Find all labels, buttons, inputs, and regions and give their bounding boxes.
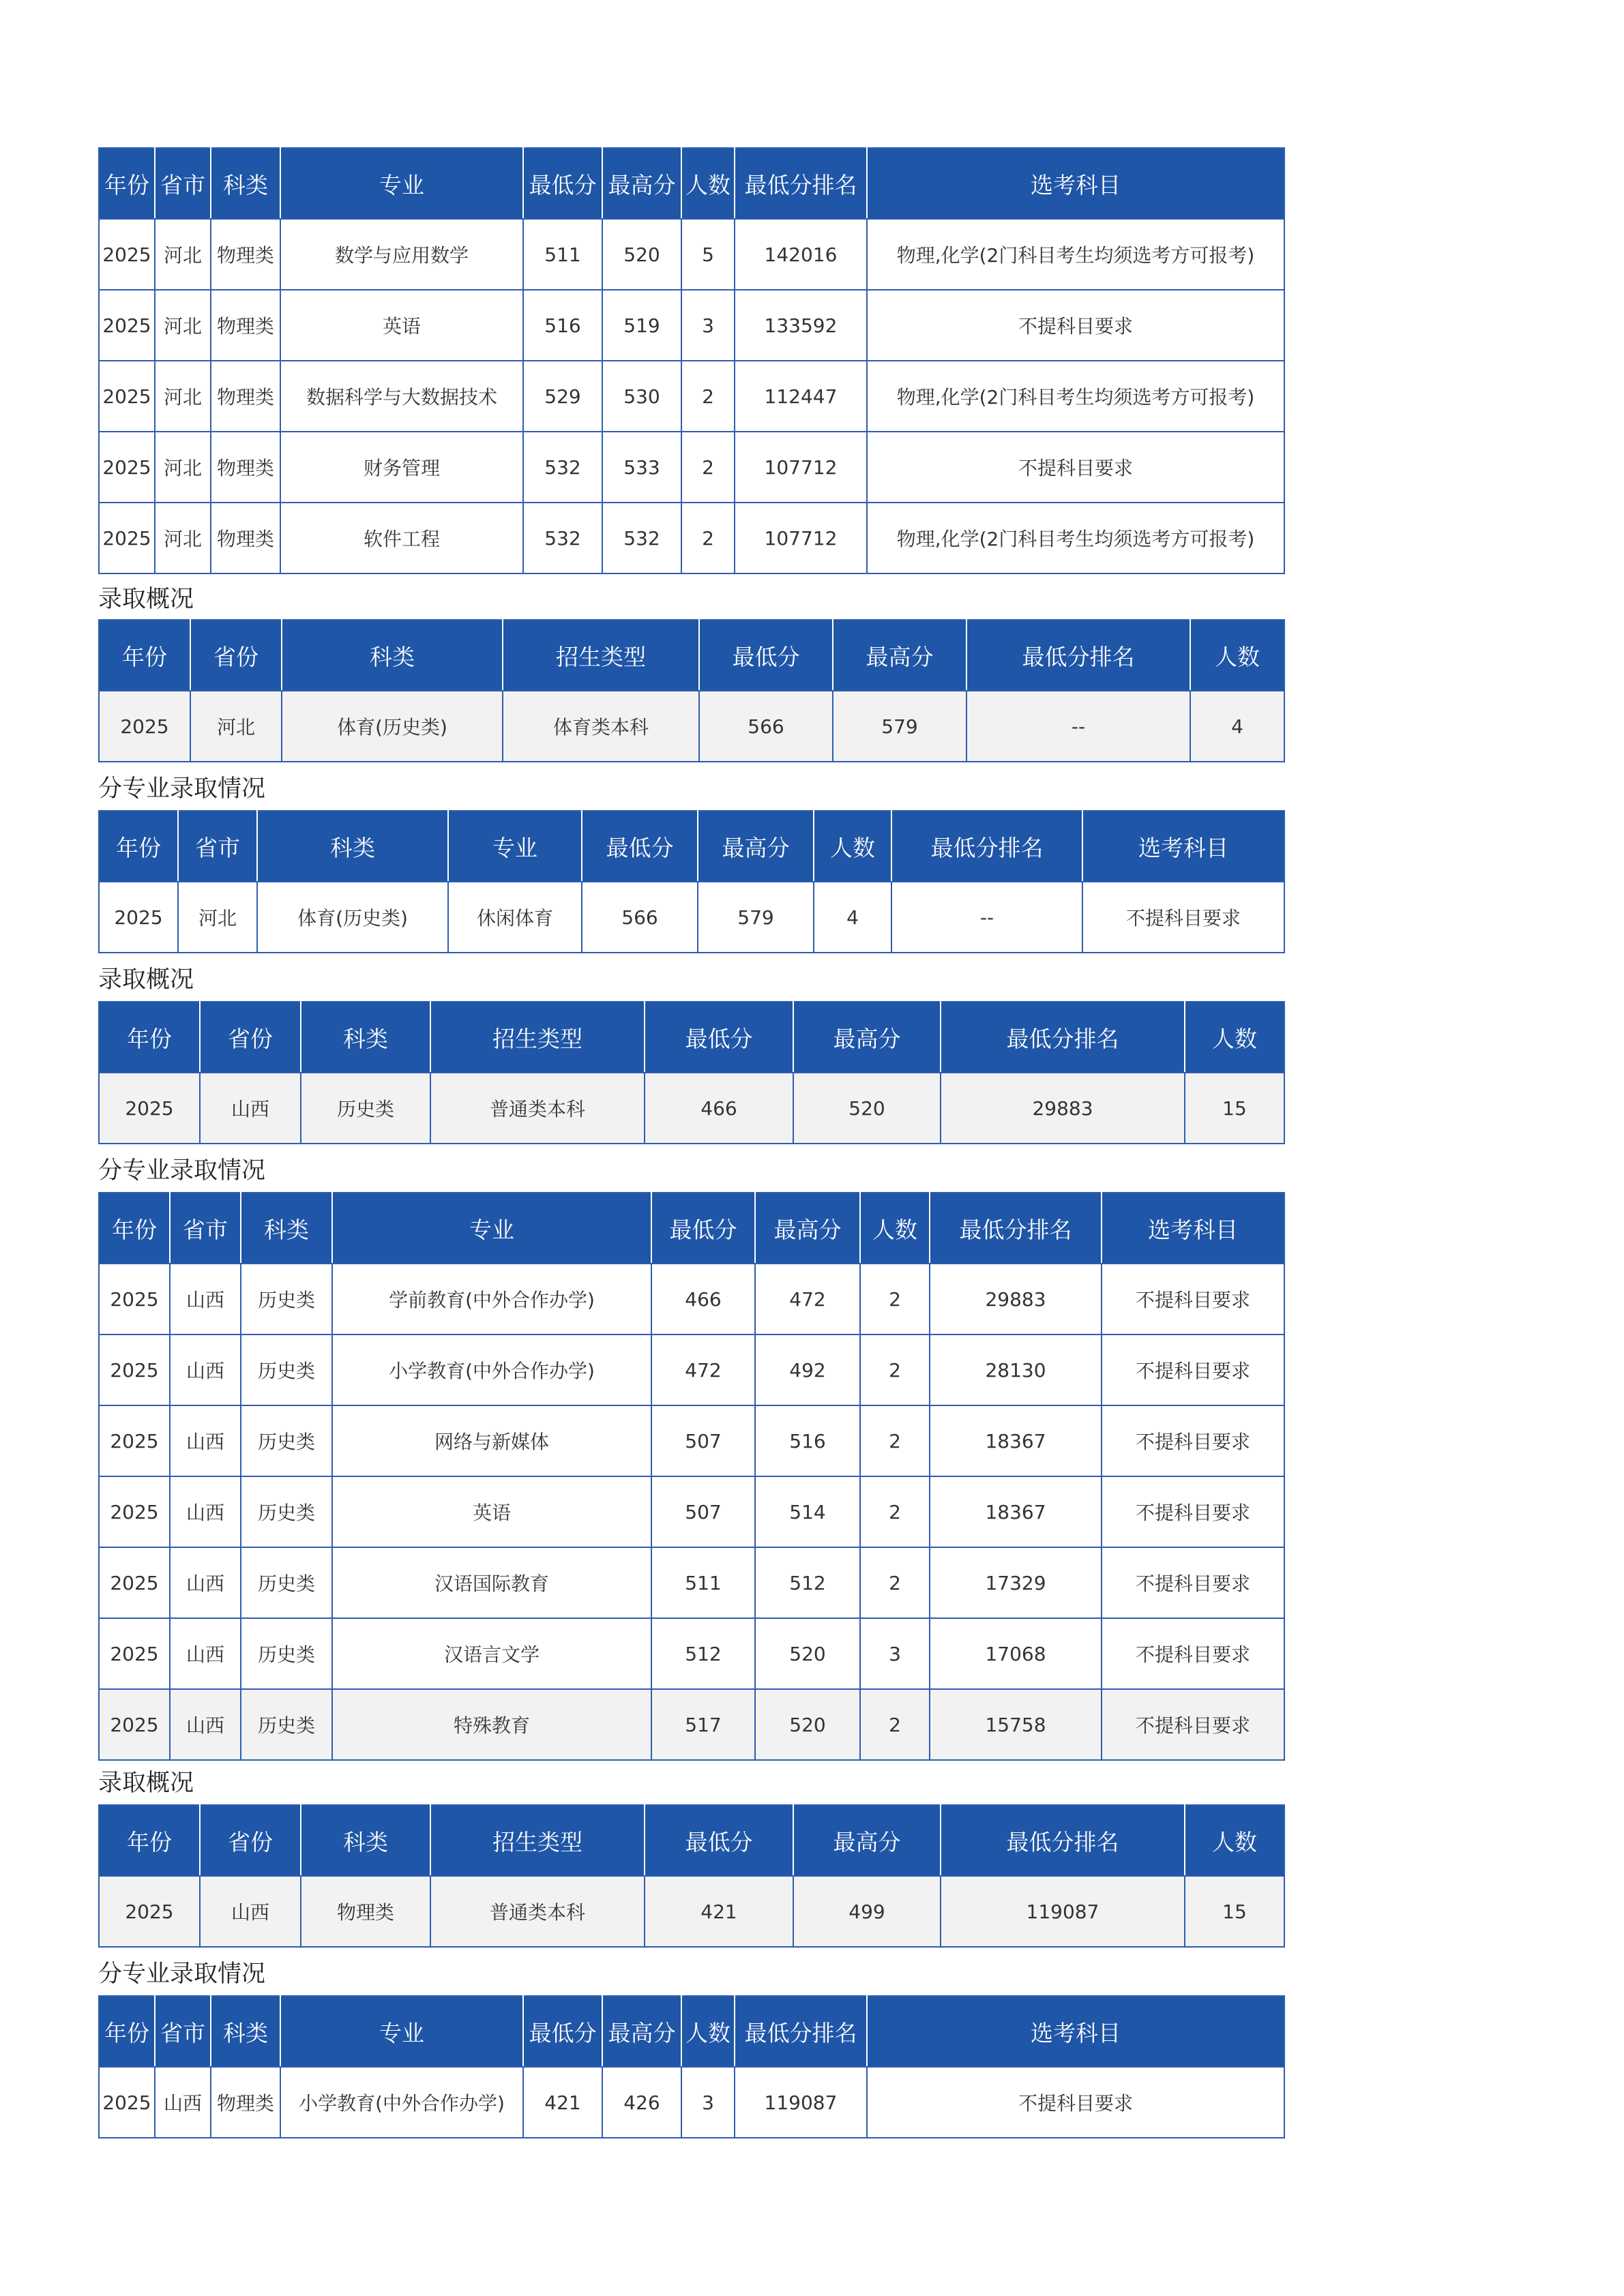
table-cell: 15758: [930, 1689, 1102, 1760]
table-row: [99, 290, 1284, 361]
table-cell: 河北: [155, 432, 211, 503]
table-cell: 529: [523, 361, 602, 432]
table-cell: 426: [602, 2067, 681, 2138]
admission-overview-table-hebei-sports: [98, 619, 1284, 762]
header-cell: 省市: [155, 148, 211, 219]
table-cell: 历史类: [241, 1264, 332, 1335]
table-cell: 英语: [280, 290, 523, 361]
table-cell: 2025: [99, 1405, 170, 1476]
table-cell: 软件工程: [280, 503, 523, 573]
table-row: [99, 1405, 1284, 1476]
table-row: [99, 2067, 1284, 2138]
table-cell: 29883: [930, 1264, 1102, 1335]
table-cell: 山西: [170, 1335, 241, 1405]
table-cell: 2025: [99, 1547, 170, 1618]
table-cell: 17068: [930, 1618, 1102, 1689]
header-cell: 最高分: [602, 1996, 681, 2067]
table-cell: 107712: [735, 503, 867, 573]
table-cell: 2: [681, 503, 735, 573]
table-cell: 2: [860, 1689, 930, 1760]
table-cell: 历史类: [241, 1618, 332, 1689]
table-cell: 4: [1190, 691, 1284, 762]
table-cell: 472: [651, 1335, 755, 1405]
table-cell: 2025: [99, 1264, 170, 1335]
header-cell: 年份: [99, 811, 178, 882]
header-cell: 人数: [814, 811, 891, 882]
table-cell: 小学教育(中外合作办学): [332, 1335, 651, 1405]
table-row: [99, 503, 1284, 573]
table-cell: 山西: [200, 1876, 301, 1947]
table-cell: 河北: [155, 219, 211, 290]
table-cell: 历史类: [301, 1073, 430, 1144]
table-cell: 15: [1185, 1876, 1284, 1947]
table-cell: 历史类: [241, 1335, 332, 1405]
header-cell: 人数: [681, 148, 735, 219]
table-cell: 512: [651, 1618, 755, 1689]
admission-overview-table-shanxi-physics: [98, 1804, 1284, 1948]
table-cell: 物理类: [211, 432, 280, 503]
table-header-row: [99, 1002, 1284, 1073]
table-cell: 520: [755, 1618, 860, 1689]
table-cell: 107712: [735, 432, 867, 503]
data-table: [98, 1192, 1285, 1761]
table-cell: 519: [602, 290, 681, 361]
table-row: [99, 219, 1284, 290]
table-cell: 520: [602, 219, 681, 290]
table-cell: 516: [523, 290, 602, 361]
table-cell: 物理类: [211, 361, 280, 432]
table-cell: 2025: [99, 1476, 170, 1547]
header-cell: 最低分排名: [941, 1002, 1185, 1073]
table-cell: 517: [651, 1689, 755, 1760]
table-row: [99, 1547, 1284, 1618]
table-cell: 2025: [99, 1689, 170, 1760]
table-cell: 英语: [332, 1476, 651, 1547]
section-heading-overview: 录取概况: [98, 586, 194, 613]
table-cell: 体育类本科: [503, 691, 699, 762]
table-cell: --: [891, 882, 1082, 953]
table-cell: 466: [645, 1073, 793, 1144]
table-cell: 2: [860, 1476, 930, 1547]
table-cell: 不提科目要求: [867, 290, 1284, 361]
table-row: [99, 882, 1284, 953]
table-cell: 山西: [170, 1689, 241, 1760]
table-cell: 历史类: [241, 1476, 332, 1547]
header-cell: 招生类型: [430, 1002, 645, 1073]
data-table: [98, 1001, 1285, 1144]
table-cell: 511: [523, 219, 602, 290]
table-cell: 山西: [170, 1476, 241, 1547]
table-cell: 历史类: [241, 1547, 332, 1618]
table-cell: 不提科目要求: [1102, 1335, 1284, 1405]
table-header-row: [99, 620, 1284, 691]
table-header-row: [99, 148, 1284, 219]
table-row: [99, 1876, 1284, 1947]
header-cell: 专业: [332, 1193, 651, 1264]
table-cell: 不提科目要求: [1102, 1264, 1284, 1335]
table-cell: 网络与新媒体: [332, 1405, 651, 1476]
table-cell: 472: [755, 1264, 860, 1335]
header-cell: 年份: [99, 1002, 200, 1073]
header-cell: 最低分排名: [891, 811, 1082, 882]
header-cell: 最低分: [651, 1193, 755, 1264]
table-cell: 421: [645, 1876, 793, 1947]
table-cell: 2: [681, 432, 735, 503]
header-cell: 最高分: [602, 148, 681, 219]
table-cell: 物理类: [301, 1876, 430, 1947]
table-cell: 物理,化学(2门科目考生均须选考方可报考): [867, 219, 1284, 290]
table-cell: 532: [523, 432, 602, 503]
table-cell: 2: [860, 1335, 930, 1405]
data-table: [98, 619, 1285, 762]
table-row: [99, 1264, 1284, 1335]
header-cell: 年份: [99, 1193, 170, 1264]
table-cell: 3: [681, 290, 735, 361]
table-cell: 2: [860, 1405, 930, 1476]
data-table: [98, 1804, 1285, 1948]
header-cell: 最高分: [793, 1002, 941, 1073]
table-cell: 不提科目要求: [867, 2067, 1284, 2138]
table-cell: 533: [602, 432, 681, 503]
table-cell: 133592: [735, 290, 867, 361]
data-table: [98, 810, 1285, 953]
table-cell: 520: [755, 1689, 860, 1760]
table-cell: 2025: [99, 432, 155, 503]
table-cell: 2025: [99, 2067, 155, 2138]
header-cell: 科类: [301, 1805, 430, 1876]
header-cell: 专业: [280, 1996, 523, 2067]
table-cell: 河北: [190, 691, 282, 762]
table-cell: 566: [582, 882, 698, 953]
table-cell: 2: [860, 1264, 930, 1335]
header-cell: 人数: [1190, 620, 1284, 691]
table-row: [99, 691, 1284, 762]
table-cell: 山西: [155, 2067, 211, 2138]
table-cell: 河北: [155, 290, 211, 361]
table-cell: 520: [793, 1073, 941, 1144]
table-cell: 530: [602, 361, 681, 432]
table-cell: 特殊教育: [332, 1689, 651, 1760]
table-cell: 不提科目要求: [1102, 1405, 1284, 1476]
table-cell: 物理,化学(2门科目考生均须选考方可报考): [867, 361, 1284, 432]
table-cell: 18367: [930, 1476, 1102, 1547]
header-cell: 科类: [211, 1996, 280, 2067]
table-cell: 2025: [99, 691, 190, 762]
table-cell: 119087: [735, 2067, 867, 2138]
section-heading-overview: 录取概况: [98, 966, 194, 994]
table-cell: 112447: [735, 361, 867, 432]
table-cell: 514: [755, 1476, 860, 1547]
header-cell: 科类: [211, 148, 280, 219]
header-cell: 最低分排名: [735, 1996, 867, 2067]
section-heading-by-major: 分专业录取情况: [98, 775, 266, 803]
header-cell: 招生类型: [503, 620, 699, 691]
table-cell: 466: [651, 1264, 755, 1335]
header-cell: 科类: [282, 620, 503, 691]
table-cell: 579: [833, 691, 966, 762]
table-cell: 532: [602, 503, 681, 573]
header-cell: 科类: [301, 1002, 430, 1073]
header-cell: 最低分排名: [930, 1193, 1102, 1264]
header-cell: 年份: [99, 1805, 200, 1876]
table-row: [99, 1476, 1284, 1547]
header-cell: 省份: [200, 1002, 301, 1073]
table-cell: 汉语言文学: [332, 1618, 651, 1689]
table-cell: 不提科目要求: [867, 432, 1284, 503]
section-heading-overview: 录取概况: [98, 1770, 194, 1797]
table-header-row: [99, 1193, 1284, 1264]
header-cell: 招生类型: [430, 1805, 645, 1876]
admission-by-major-table-shanxi-history: [98, 1192, 1284, 1761]
table-cell: 山西: [170, 1405, 241, 1476]
table-cell: 不提科目要求: [1082, 882, 1284, 953]
data-table: [98, 1995, 1285, 2138]
table-cell: --: [966, 691, 1190, 762]
table-cell: 数学与应用数学: [280, 219, 523, 290]
table-cell: 山西: [170, 1547, 241, 1618]
admission-by-major-table-hebei-physics: [98, 147, 1284, 574]
table-cell: 2025: [99, 1618, 170, 1689]
table-cell: 4: [814, 882, 891, 953]
header-cell: 最高分: [755, 1193, 860, 1264]
header-cell: 最低分: [645, 1805, 793, 1876]
table-cell: 28130: [930, 1335, 1102, 1405]
table-cell: 2025: [99, 882, 178, 953]
table-cell: 不提科目要求: [1102, 1476, 1284, 1547]
table-cell: 不提科目要求: [1102, 1618, 1284, 1689]
table-cell: 579: [698, 882, 814, 953]
table-cell: 物理,化学(2门科目考生均须选考方可报考): [867, 503, 1284, 573]
header-cell: 人数: [1185, 1805, 1284, 1876]
table-cell: 物理类: [211, 2067, 280, 2138]
header-cell: 省市: [155, 1996, 211, 2067]
header-cell: 人数: [1185, 1002, 1284, 1073]
header-cell: 科类: [257, 811, 448, 882]
table-cell: 体育(历史类): [282, 691, 503, 762]
table-cell: 体育(历史类): [257, 882, 448, 953]
table-cell: 2: [860, 1547, 930, 1618]
table-cell: 休闲体育: [448, 882, 582, 953]
table-cell: 河北: [155, 361, 211, 432]
table-header-row: [99, 811, 1284, 882]
table-cell: 河北: [178, 882, 257, 953]
table-row: [99, 1618, 1284, 1689]
table-cell: 2025: [99, 1876, 200, 1947]
header-cell: 最低分: [523, 1996, 602, 2067]
header-cell: 最低分: [582, 811, 698, 882]
header-cell: 省份: [200, 1805, 301, 1876]
header-cell: 省市: [170, 1193, 241, 1264]
table-cell: 财务管理: [280, 432, 523, 503]
header-cell: 专业: [448, 811, 582, 882]
header-cell: 选考科目: [1082, 811, 1284, 882]
header-cell: 最低分排名: [966, 620, 1190, 691]
table-row: [99, 1073, 1284, 1144]
table-header-row: [99, 1805, 1284, 1876]
table-cell: 学前教育(中外合作办学): [332, 1264, 651, 1335]
table-cell: 142016: [735, 219, 867, 290]
table-cell: 532: [523, 503, 602, 573]
header-cell: 最低分排名: [735, 148, 867, 219]
table-cell: 2025: [99, 1073, 200, 1144]
table-cell: 物理类: [211, 290, 280, 361]
header-cell: 选考科目: [867, 1996, 1284, 2067]
table-cell: 普通类本科: [430, 1876, 645, 1947]
section-heading-by-major: 分专业录取情况: [98, 1157, 266, 1184]
header-cell: 最高分: [833, 620, 966, 691]
table-cell: 421: [523, 2067, 602, 2138]
table-row: [99, 432, 1284, 503]
header-cell: 最低分: [699, 620, 833, 691]
header-cell: 最高分: [698, 811, 814, 882]
table-cell: 普通类本科: [430, 1073, 645, 1144]
table-cell: 不提科目要求: [1102, 1689, 1284, 1760]
header-cell: 最高分: [793, 1805, 941, 1876]
table-header-row: [99, 1996, 1284, 2067]
admission-overview-table-shanxi-history: [98, 1001, 1284, 1144]
header-cell: 最低分: [645, 1002, 793, 1073]
header-cell: 人数: [681, 1996, 735, 2067]
table-cell: 山西: [170, 1618, 241, 1689]
admission-by-major-table-hebei-sports: [98, 810, 1284, 953]
table-cell: 5: [681, 219, 735, 290]
header-cell: 省市: [178, 811, 257, 882]
header-cell: 年份: [99, 620, 190, 691]
table-cell: 511: [651, 1547, 755, 1618]
header-cell: 省份: [190, 620, 282, 691]
table-cell: 2: [681, 361, 735, 432]
data-table: [98, 147, 1285, 574]
table-cell: 17329: [930, 1547, 1102, 1618]
admission-by-major-table-shanxi-physics: [98, 1995, 1284, 2138]
header-cell: 年份: [99, 148, 155, 219]
table-cell: 2025: [99, 290, 155, 361]
table-cell: 物理类: [211, 503, 280, 573]
table-cell: 15: [1185, 1073, 1284, 1144]
table-cell: 29883: [941, 1073, 1185, 1144]
table-cell: 山西: [200, 1073, 301, 1144]
header-cell: 专业: [280, 148, 523, 219]
table-cell: 不提科目要求: [1102, 1547, 1284, 1618]
header-cell: 最低分: [523, 148, 602, 219]
table-cell: 2025: [99, 361, 155, 432]
table-cell: 历史类: [241, 1689, 332, 1760]
table-cell: 物理类: [211, 219, 280, 290]
table-cell: 507: [651, 1405, 755, 1476]
table-cell: 3: [860, 1618, 930, 1689]
table-cell: 河北: [155, 503, 211, 573]
table-cell: 2025: [99, 219, 155, 290]
table-row: [99, 1335, 1284, 1405]
section-heading-by-major: 分专业录取情况: [98, 1960, 266, 1988]
table-cell: 18367: [930, 1405, 1102, 1476]
table-cell: 3: [681, 2067, 735, 2138]
header-cell: 科类: [241, 1193, 332, 1264]
table-cell: 516: [755, 1405, 860, 1476]
header-cell: 人数: [860, 1193, 930, 1264]
header-cell: 最低分排名: [941, 1805, 1185, 1876]
table-cell: 566: [699, 691, 833, 762]
table-cell: 119087: [941, 1876, 1185, 1947]
table-cell: 507: [651, 1476, 755, 1547]
table-cell: 512: [755, 1547, 860, 1618]
table-cell: 汉语国际教育: [332, 1547, 651, 1618]
table-cell: 小学教育(中外合作办学): [280, 2067, 523, 2138]
table-cell: 2025: [99, 1335, 170, 1405]
table-cell: 数据科学与大数据技术: [280, 361, 523, 432]
table-cell: 山西: [170, 1264, 241, 1335]
table-cell: 历史类: [241, 1405, 332, 1476]
table-cell: 499: [793, 1876, 941, 1947]
table-row: [99, 1689, 1284, 1760]
header-cell: 选考科目: [867, 148, 1284, 219]
table-row: [99, 361, 1284, 432]
header-cell: 年份: [99, 1996, 155, 2067]
header-cell: 选考科目: [1102, 1193, 1284, 1264]
table-cell: 492: [755, 1335, 860, 1405]
table-cell: 2025: [99, 503, 155, 573]
